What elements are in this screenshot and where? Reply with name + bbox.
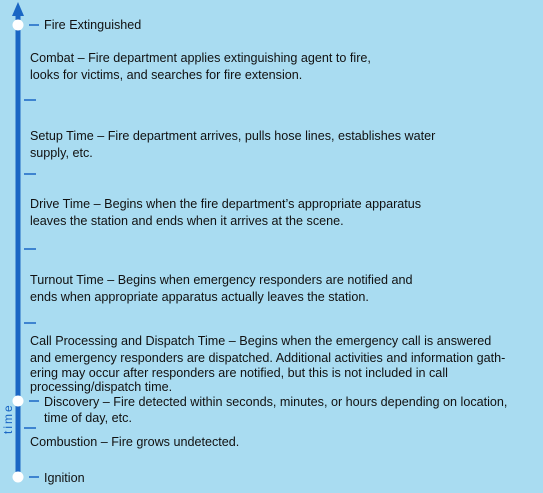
- phase-setup-line-1: Setup Time – Fire department arrives, pulls hose lines, establishes water: [30, 129, 436, 143]
- event-discovery-line-2: time of day, etc.: [44, 411, 132, 425]
- event-fire-extinguished: Fire Extinguished: [44, 18, 142, 32]
- phase-combustion: Combustion – Fire grows undetected.: [30, 435, 240, 449]
- phase-call-line-4: processing/dispatch time.: [30, 380, 173, 394]
- phase-drive-line-1: Drive Time – Begins when the fire department’s appropriate apparatus: [30, 197, 422, 211]
- ignition-marker-icon: [13, 472, 24, 483]
- phase-call-line-1: Call Processing and Dispatch Time – Begins when the emergency call is answered: [30, 334, 492, 348]
- phase-turnout-line-1: Turnout Time – Begins when emergency responders are notified and: [30, 273, 413, 287]
- phase-turnout-line-2: ends when appropriate apparatus actually leaves the station.: [30, 290, 369, 304]
- phase-setup-line-2: supply, etc.: [30, 146, 93, 160]
- phase-combat-line-1: Combat – Fire department applies extinguishing agent to fire,: [30, 51, 371, 65]
- phase-drive-line-2: leaves the station and ends when it arrives at the scene.: [30, 214, 344, 228]
- axis-label: time: [1, 403, 15, 434]
- phase-call-line-2: and emergency responders are dispatched. Additional activities and information gath-: [30, 351, 506, 365]
- event-ignition: Ignition: [44, 471, 85, 485]
- event-discovery-line-1: Discovery – Fire detected within seconds, minutes, or hours depending on location,: [44, 395, 508, 409]
- phase-call-line-3: ering may occur after responders are notified, but this is not included in call: [30, 366, 448, 380]
- axis-arrowhead-icon: [12, 2, 24, 16]
- phase-combat-line-2: looks for victims, and searches for fire extension.: [30, 68, 303, 82]
- fire-extinguished-marker-icon: [13, 20, 24, 31]
